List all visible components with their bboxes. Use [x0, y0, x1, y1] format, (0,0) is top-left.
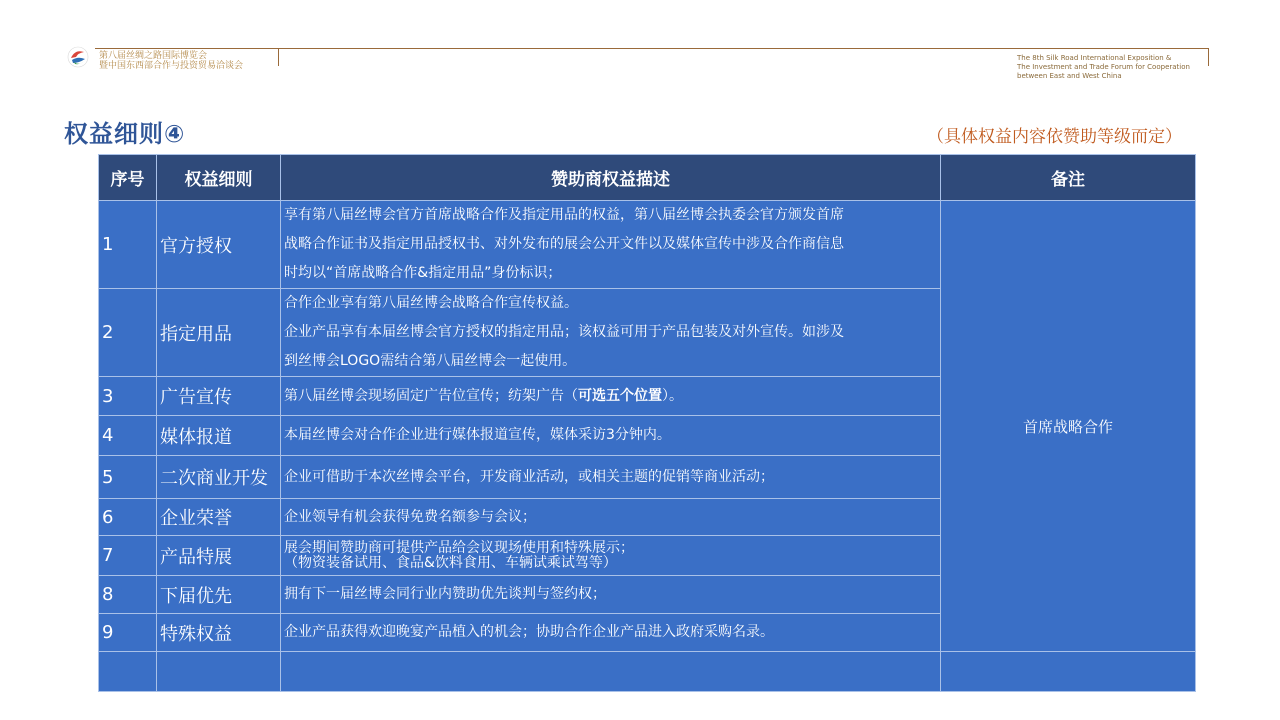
row-item: 官方授权	[157, 201, 281, 289]
expo-name-cn	[99, 51, 243, 71]
header-rule-tick-right	[1208, 48, 1209, 66]
desc-line: 时均以“首席战略合作&指定用品”身份标识；	[284, 265, 562, 281]
row-desc	[281, 499, 941, 536]
row-desc	[281, 201, 941, 289]
desc-line: 战略合作证书及指定用品授权书、对外发布的展会公开文件以及媒体宣传中涉及合作商信息	[284, 236, 844, 252]
row-index: 9	[99, 614, 157, 652]
page-title: 权益细则④	[64, 120, 186, 148]
desc-text: 第八届丝博会现场固定广告位宣传；纺架广告（	[284, 387, 578, 404]
row-desc	[281, 456, 941, 499]
row-item: 媒体报道	[157, 416, 281, 456]
row-desc	[281, 536, 941, 576]
row-index: 8	[99, 576, 157, 614]
col-header-remark: 备注	[941, 155, 1196, 201]
empty-cell	[157, 652, 281, 692]
desc-line: 到丝博会LOGO需结合第八届丝博会一起使用。	[284, 353, 577, 369]
expo-name-en-line3: between East and West China	[1017, 72, 1122, 80]
expo-name-cn-line2: 暨中国东西部合作与投资贸易洽谈会	[99, 61, 244, 71]
row-item: 企业荣誉	[157, 499, 281, 536]
expo-name-cn-line1: 第八届丝绸之路国际博览会	[99, 51, 208, 61]
desc-line: 享有第八届丝博会官方首席战略合作及指定用品的权益，第八届丝博会执委会官方颁发首席	[284, 207, 844, 223]
row-item: 下届优先	[157, 576, 281, 614]
row-item: 产品特展	[157, 536, 281, 576]
col-header-item: 权益细则	[157, 155, 281, 201]
empty-cell	[99, 652, 157, 692]
col-header-desc: 赞助商权益描述	[281, 155, 941, 201]
table-row-empty	[99, 652, 1196, 692]
row-index: 6	[99, 499, 157, 536]
desc-line: 本届丝博会对合作企业进行媒体报道宣传，媒体采访3分钟内。	[284, 427, 671, 443]
row-desc	[281, 416, 941, 456]
row-index: 7	[99, 536, 157, 576]
desc-line: 合作企业享有第八届丝博会战略合作宣传权益。	[284, 295, 578, 311]
row-desc	[281, 614, 941, 652]
empty-cell	[941, 652, 1196, 692]
sponsor-level-note: （具体权益内容依赞助等级而定）	[927, 127, 1182, 147]
row-item: 指定用品	[157, 289, 281, 377]
benefits-table	[98, 154, 1196, 692]
row-item: 特殊权益	[157, 614, 281, 652]
header-rule	[95, 48, 279, 49]
desc-line: 展会期间赞助商可提供产品给会议现场使用和特殊展示；	[284, 539, 634, 556]
row-item: 广告宣传	[157, 377, 281, 416]
desc-line: （物资装备试用、食品&饮料食用、车辆试乘试驾等）	[284, 554, 617, 571]
col-header-index: 序号	[99, 155, 157, 201]
expo-name-en-line2: The Investment and Trade Forum for Cooperation	[1017, 63, 1190, 71]
desc-line: 企业产品获得欢迎晚宴产品植入的机会；协助合作企业产品进入政府采购名录。	[284, 624, 774, 640]
desc-line: 企业产品享有本届丝博会官方授权的指定用品；该权益可用于产品包装及对外宣传。如涉及	[284, 324, 844, 340]
table-row	[99, 201, 1196, 289]
row-index: 4	[99, 416, 157, 456]
row-index: 2	[99, 289, 157, 377]
desc-line: 企业领导有机会获得免费名额参与会议；	[284, 508, 536, 525]
row-desc	[281, 289, 941, 377]
row-index: 5	[99, 456, 157, 499]
desc-text-end: ）。	[662, 387, 683, 404]
expo-name-en-line1: The 8th Silk Road International Exposition &	[1017, 54, 1172, 62]
row-desc	[281, 576, 941, 614]
desc-emphasis: 可选五个位置	[578, 387, 662, 404]
row-index: 3	[99, 377, 157, 416]
desc-line: 企业可借助于本次丝博会平台，开发商业活动，或相关主题的促销等商业活动；	[284, 468, 774, 485]
empty-cell	[281, 652, 941, 692]
header-rule-tick	[278, 48, 279, 66]
expo-name-en	[1017, 54, 1207, 81]
header-rule-main	[279, 48, 1209, 49]
desc-line: 拥有下一届丝博会同行业内赞助优先谈判与签约权；	[284, 586, 606, 602]
table-header-row	[99, 155, 1196, 201]
row-item: 二次商业开发	[157, 456, 281, 499]
row-desc	[281, 377, 941, 416]
row-remark: 首席战略合作	[941, 201, 1196, 652]
expo-logo-icon	[67, 46, 89, 68]
row-index: 1	[99, 201, 157, 289]
